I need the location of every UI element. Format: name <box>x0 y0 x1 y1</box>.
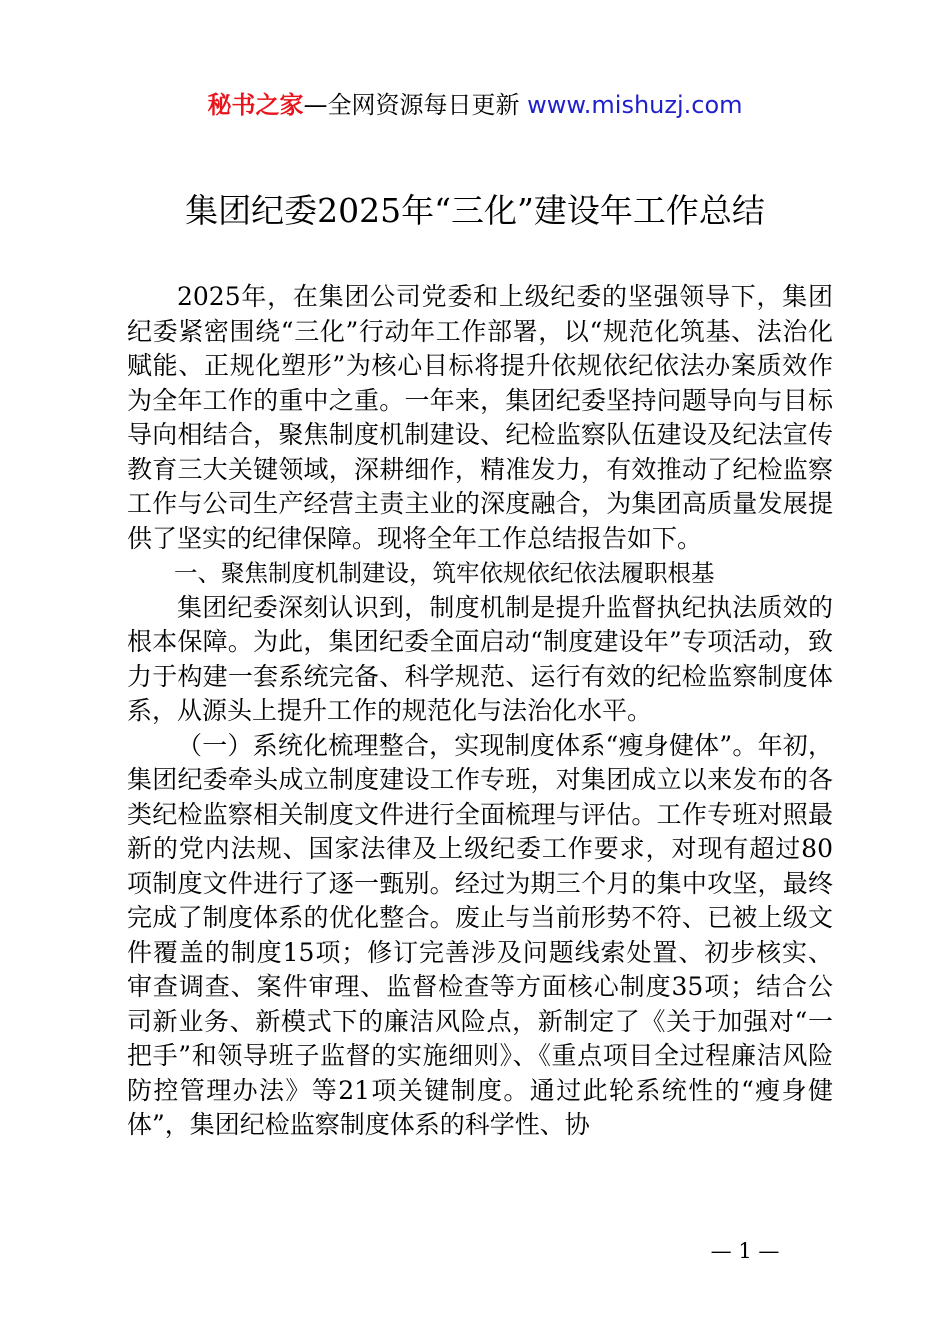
site-tagline: —全网资源每日更新 <box>303 91 520 119</box>
document-body <box>127 280 833 1143</box>
intro-paragraph: 2025年，在集团公司党委和上级纪委的坚强领导下，集团纪委紧密围绕“三化”行动年工作部署，以“规范化筑基、法治化赋能、正规化塑形”为核心目标将提升依规依纪依法办案质效作为全年工作的重中之重。一年来，集团纪委坚持问题导向与目标导向相结合，聚焦制度机制建设、纪检监察队伍建设及纪法宣传教育三大关键领域，深耕细作，精准发力，有效推动了纪检监察工作与公司生产经营主责主业的深度融合，为集团高质量发展提供了坚实的纪律保障。现将全年工作总结报告如下。 <box>127 282 833 553</box>
site-url-link[interactable]: www.mishuzj.com <box>527 91 743 119</box>
body-paragraph: （一）系统化梳理整合，实现制度体系“瘦身健体”。年初，集团纪委牵头成立制度建设工作专班，对集团成立以来发布的各类纪检监察相关制度文件进行全面梳理与评估。工作专班对照最新的党内法规、国家法律及上级纪委工作要求，对现有超过80项制度文件进行了逐一甄别。经过为期三个月的集中攻坚，最终完成了制度体系的优化整合。废止与当前形势不符、已被上级文件覆盖的制度15项；修订完善涉及问题线索处置、初步核实、审查调查、案件审理、监督检查等方面核心制度35项；结合公司新业务、新模式下的廉洁风险点，新制定了《关于加强对“一把手”和领导班子监督的实施细则》、《重点项目全过程廉洁风险防控管理办法》等21项关键制度。通过此轮系统性的“瘦身健体”，集团纪检监察制度体系的科学性、协 <box>127 730 833 1139</box>
page-number: — 1 — <box>710 1239 780 1263</box>
site-header <box>0 88 950 122</box>
section-heading: 一、聚焦制度机制建设，筑牢依规依纪依法履职根基 <box>174 559 715 587</box>
body-paragraph: 集团纪委深刻认识到，制度机制是提升监督执纪执法质效的根本保障。为此，集团纪委全面启动“制度建设年”专项活动，致力于构建一套系统完备、科学规范、运行有效的纪检监察制度体系，从源头上提升工作的规范化与法治化水平。 <box>127 592 833 725</box>
document-title: 集团纪委2025年“三化”建设年工作总结 <box>185 191 765 230</box>
site-brand: 秘书之家 <box>207 91 304 119</box>
